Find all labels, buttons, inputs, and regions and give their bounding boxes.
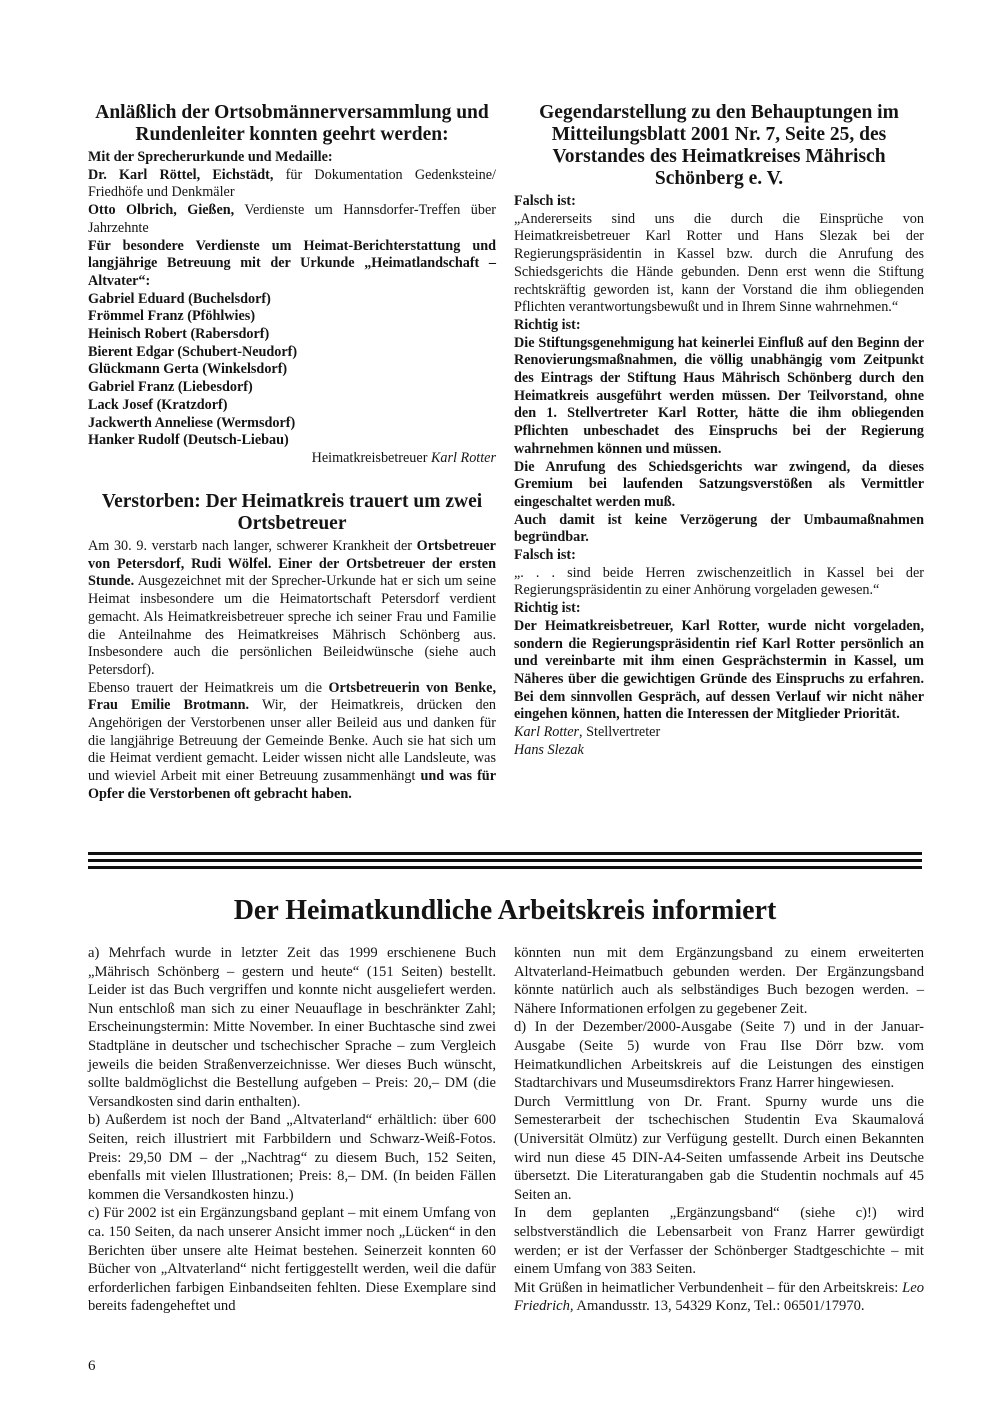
list-item: Heinisch Robert (Rabersdorf) <box>88 326 270 343</box>
signature: Heimatkreisbetreuer Karl Rotter <box>311 449 496 466</box>
left-column-bottom <box>88 491 496 804</box>
counter-statement-title: Gegendarstellung zu den Behauptungen im Mitteilungsblatt 2001 Nr. 7, Seite 25, des Vorstandes des Heimatkreises Mährisch Schönberg e. V. <box>539 102 899 189</box>
falsch-quote-2: „. . . sind beide Herren zwischenzeitlich in Kassel bei der Regierungspräsidentin zu einer Anhörung vorgeladen gewesen.“ <box>514 564 924 599</box>
richtig-para-1: Die Stiftungsgenehmigung hat keinerlei Einfluß auf den Beginn der Renovierungsmaßnahmen, die völlig unabhängig vom Zeitpunkt des Eintrags der Stiftung Haus Mährisch Schönberg durch den Heimatkreis ausgeführt werden müssen. Der Teilvorstand, ohne den 1. Stellvertreter Karl Rotter, hätte die ihm obliegenden Pflichten unbeschadet des Einspruchs bei der Regierung wahrnehmen können und müssen. <box>514 334 924 457</box>
para-harrer: In dem geplanten „Ergänzungsband“ (siehe c)!) wird selbstverständlich die Lebensarbeit von Franz Harrer gewürdigt werden; er ist der Verfasser der Schönberger Stadtgeschichte – mit einem Umfang von 383 Seiten. <box>514 1205 924 1278</box>
para-c: c) Für 2002 ist ein Ergänzungsband geplant – mit einem Umfang von ca. 150 Seiten, da nach unserer Ansicht immer noch „Lücken“ in den Berichten über unsere alte Heimat bestehen. Seinerzeit konnten 60 Bücher von „Altvaterland“ nicht fertiggestellt werden, weil die dafür erforderlichen farbigen Einbandseiten fehlten. Diese Exemplare sind bereits fadengeheftet und <box>88 1205 496 1315</box>
list-item: Jackwerth Anneliese (Wermsdorf) <box>88 414 296 431</box>
list-item: Bierent Edgar (Schubert-Neudorf) <box>88 343 298 360</box>
list-item: Glückmann Gerta (Winkelsdorf) <box>88 361 288 378</box>
richtig-para-3: Auch damit ist keine Verzögerung der Umbaumaßnahmen begründbar. <box>514 511 924 546</box>
bottom-right-column <box>514 944 924 1316</box>
para-b: b) Außerdem ist noch der Band „Altvaterland“ erhältlich: über 600 Seiten, reich illustriert mit Farbbildern und Schwarz-Weiß-Fotos. Preis: 29,50 DM – der „Nachtrag“ zu diesem Buch, 152 Seiten, ebenfalls mit vielen Illustrationen; Preis: 8,– DM. (In beiden Fällen kommen die Versandkosten hinzu.) <box>88 1112 496 1203</box>
falsch-quote: „Andererseits sind uns die durch die Einsprüche von Heimatkreisbetreuer Karl Rotter und Hans Slezak bei der Regierungspräsidentin in Kassel bzw. durch die Anrufung des Schiedsgerichts die Hände gebunden. Denn erst wenn die Stiftung rechtskräftig geworden ist, kann der Vorstand die ihm obliegenden Pflichten verantwortungsbewußt und in Ihrem Sinne wahrnehmen.“ <box>514 210 924 316</box>
p-award-intro: Für besondere Verdienste um Heimat-Berichterstattung und langjährige Betreuung mit der Urkunde „Heimatlandschaft – Altvater“: <box>88 237 496 289</box>
richtig-label: Richtig ist: <box>514 316 581 333</box>
para-skaumalova: Durch Vermittlung von Dr. Frant. Spurny wurde uns die Semesterarbeit der tschechischen Studentin Eva Skaumalová (Universität Olmütz) zur Verfügung gestellt. Durch einen Bekannten wird nun diese 45 DIN-A4-Seiten umfassende Arbeit ins Deutsche übersetzt. Die Literaturangaben gab die Studentin nochmals auf 45 Seiten an. <box>514 1093 924 1203</box>
main-title: Der Heimatkundliche Arbeitskreis informiert <box>233 895 777 926</box>
para-a: a) Mehrfach wurde in letzter Zeit das 1999 erschienene Buch „Mährisch Schönberg – gestern und heute“ (151 Seiten) bestellt. Leider ist das Buch vergriffen und konnte nicht ausgeliefert werden. Nun entschloß man sich zu einer Neuauflage in beschränkter Zahl; Erscheinungstermin: Mitte November. In einer Buchtasche sind zwei Stadtpläne in deutscher und tschechischer Sprache – zum Vergleich jeweils die beiden Straßenverzeichnisse. Wer dieses Buch wünscht, sollte baldmöglichst die Bestellung aufgeben – Preis: 20,– DM (die Versandkosten sind darin enthalten). <box>88 945 496 1110</box>
entry-roettel: Dr. Karl Röttel, Eichstädt, für Dokumentation Gedenksteine/ Friedhöfe und Denkmäler <box>88 166 497 201</box>
bottom-left-column <box>88 944 496 1316</box>
list-item: Gabriel Franz (Liebesdorf) <box>88 379 253 396</box>
p-lead: Mit der Sprecherurkunde und Medaille: <box>88 149 333 165</box>
obituary-para-1: Am 30. 9. verstarb nach langer, schwerer Krankheit der Ortsbetreuer von Petersdorf, Rudi Wölfel. Einer der Ortsbetreuer der ersten Stunde. Ausgezeichnet mit der Sprecher-Urkunde hat er sich um seine Heimat insbesondere um die Heimatortschaft Petersdorf verdient gemacht. Als Heimatkreisbetreuer spreche ich seiner Frau und Familie die Anteilnahme des Heimatkreises Mährisch Schönberg aus. Insbesondere auch die persönlichen Beileidwünsche (siehe auch Petersdorf). <box>88 538 496 678</box>
obituary-title: Verstorben: Der Heimatkreis trauert um zwei Ortsbetreuer <box>101 491 483 534</box>
honoree-list <box>88 291 496 450</box>
entry-olbrich: Otto Olbrich, Gießen, Verdienste um Hannsdorfer-Treffen über Jahrzehnte <box>88 202 496 236</box>
divider-rule <box>88 866 922 869</box>
falsch-label: Falsch ist: <box>514 193 576 209</box>
right-column <box>514 102 924 760</box>
para-greeting: Mit Grüßen in heimatlicher Verbundenheit – für den Arbeitskreis: Leo Friedrich, Amandusstr. 13, 54329 Konz, Tel.: 06501/17970. <box>514 1279 924 1315</box>
richtig-para-4: Der Heimatkreisbetreuer, Karl Rotter, wurde nicht vorgeladen, sondern die Regierungspräsidentin rief Karl Rotter persönlich an und vereinbarte mit ihm einen Gesprächstermin in Kassel, um Näheres über die gewichtigen Gründe des Einspruchs zu erfahren. Bei dem sinnvollen Gespräch, auf dessen Verlauf wir nicht näher eingehen können, hatten die Interessen der Mitglieder Priorität. <box>514 617 924 723</box>
left-column-top <box>88 102 496 468</box>
page-number: 6 <box>88 1358 96 1374</box>
signature-slezak: Hans Slezak <box>514 741 584 758</box>
obituary-para-2: Ebenso trauert der Heimatkreis um die Ortsbetreuerin von Benke, Frau Emilie Brotmann. Wir, der Heimatkreis, drücken den Angehörigen der Verstorbenen unser aller Beileid aus und danken für die langjährige Betreuung der Gemeinde Benke. Auch sie hat sich um die Heimat verdient gemacht. Leider wissen nicht alle Landsleute, was und wieviel Arbeit mit einer Betreuung zusammenhängt und was für Opfer die Verstorbenen oft gebracht haben. <box>88 679 496 802</box>
list-item: Gabriel Eduard (Buchelsdorf) <box>88 290 271 307</box>
list-item: Lack Josef (Kratzdorf) <box>88 396 228 413</box>
left-top-title: Anläßlich der Ortsobmännerversammlung und Rundenleiter konnten geehrt werden: <box>95 102 489 145</box>
richtig-para-2: Die Anrufung des Schiedsgerichts war zwingend, da dieses Gremium bei laufenden Satzungsverstößen als Vermittler eingeschaltet werden muß. <box>514 458 924 510</box>
richtig-label-2: Richtig ist: <box>514 600 581 617</box>
list-item: Hanker Rudolf (Deutsch-Liebau) <box>88 432 289 449</box>
list-item: Frömmel Franz (Pföhlwies) <box>88 308 256 325</box>
divider-rule <box>88 852 922 855</box>
signature-rotter: Karl Rotter, Stellvertreter <box>514 724 661 741</box>
para-continued: könnten nun mit dem Ergänzungsband zu einem erweiterten Altvaterland-Heimatbuch gebunden werden. Der Ergänzungsband könnte natürlich auch als selbständiges Buch bezogen werden. – Nähere Informationen erfolgen zu gegebener Zeit. <box>514 945 924 1017</box>
para-d: d) In der Dezember/2000-Ausgabe (Seite 7) und in der Januar-Ausgabe (Seite 5) wurde von Frau Ilse Dörr bzw. vom Heimatkundlichen Arbeitskreis auf die Leistungen des einstigen Stadtarchivars und Museumsdirektors Franz Harrer hingewiesen. <box>514 1019 924 1092</box>
falsch-label-2: Falsch ist: <box>514 547 576 564</box>
divider-rule <box>88 859 922 862</box>
